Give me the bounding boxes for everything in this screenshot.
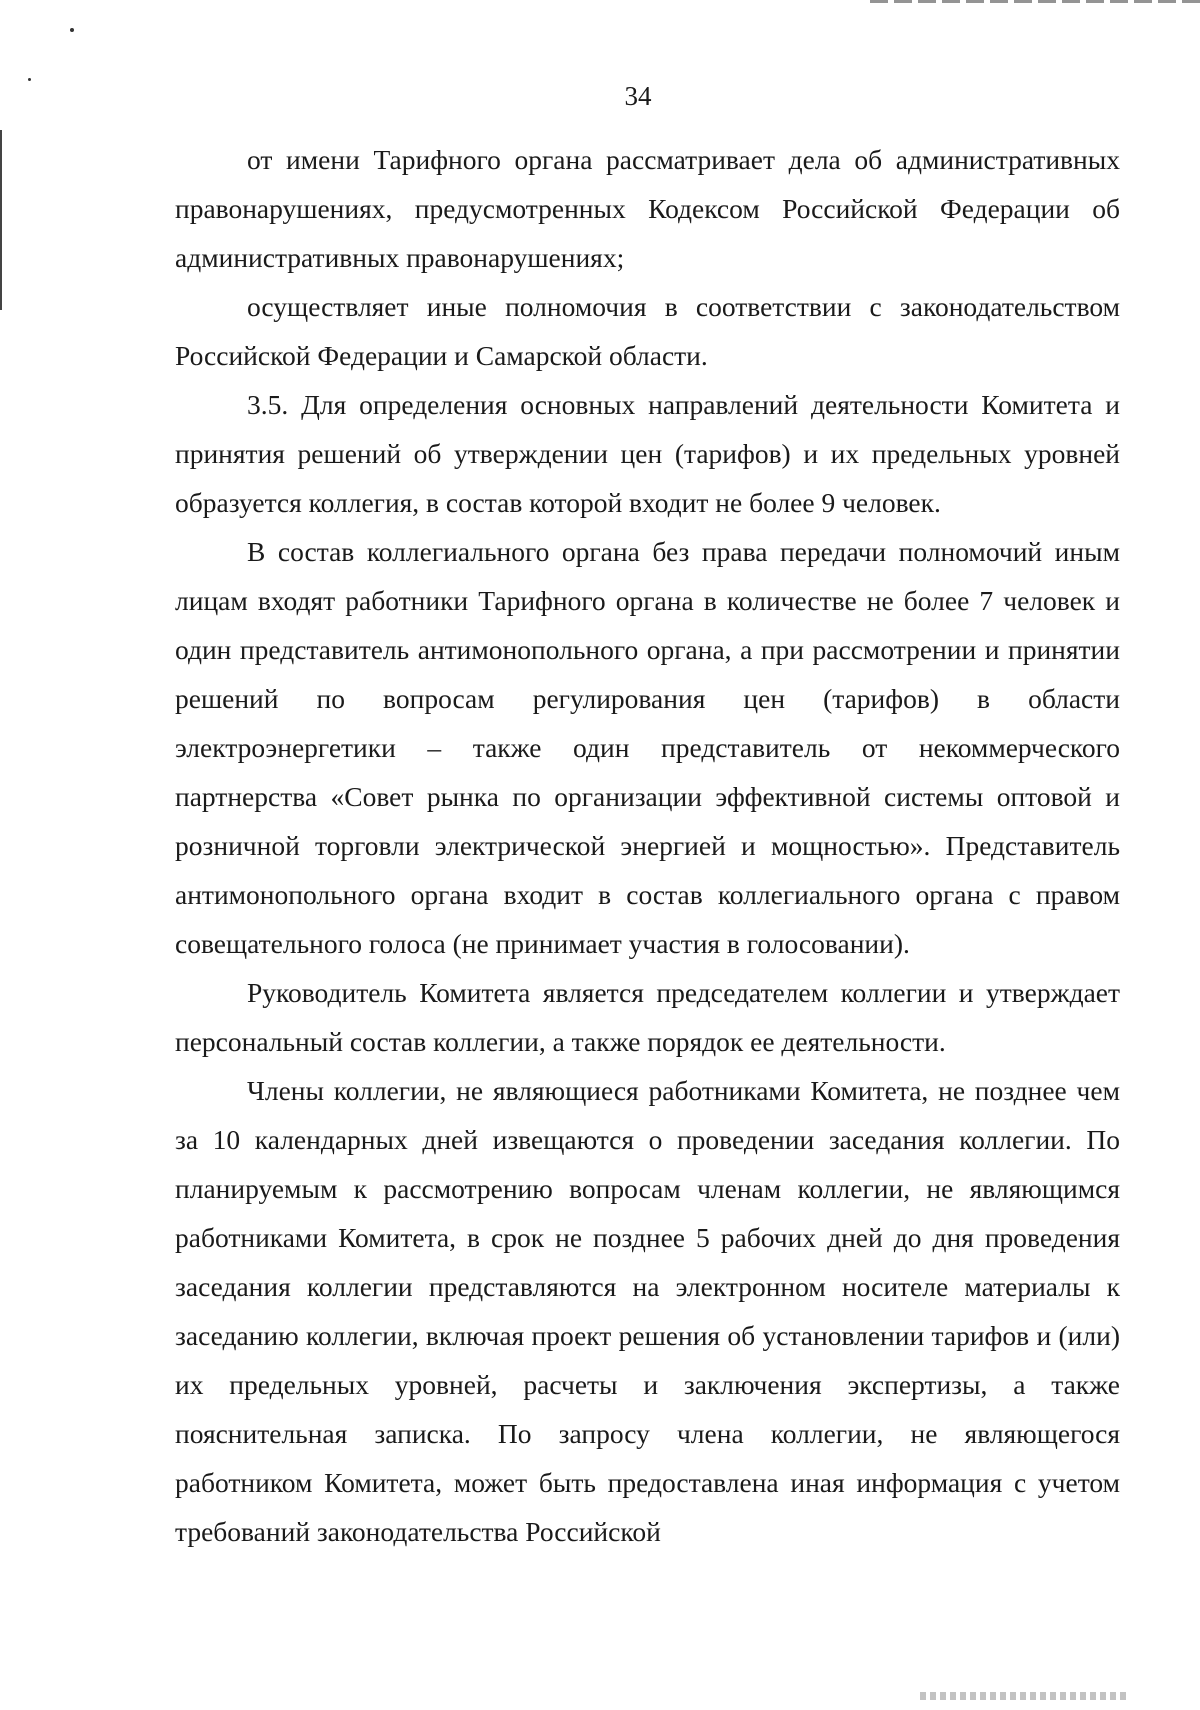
paragraph: от имени Тарифного органа рассматривает дела об административных правонарушениях, предусмотренных Кодексом Российской Федерации об административных правонарушениях;: [175, 144, 1120, 273]
paragraph: Руководитель Комитета является председателем коллегии и утверждает персональный состав коллегии, а также порядок ее деятельности.: [175, 977, 1120, 1057]
scan-artifact-top: [870, 0, 1200, 3]
scan-artifact-bottom: [920, 1692, 1130, 1700]
scan-artifact-dot: [70, 28, 74, 32]
paragraph: Члены коллегии, не являющиеся работниками Комитета, не позднее чем за 10 календарных дней извещаются о проведении заседания коллегии. По планируемым к рассмотрению вопросам членам коллегии, не являющимся работниками Комитета, в срок не позднее 5 рабочих дней до дня проведения заседания коллегии представляются на электронном носителе материалы к заседанию коллегии, включая проект решения об установлении тарифов и (или) их предельных уровней, расчеты и заключения экспертизы, а также пояснительная записка. По запросу члена коллегии, не являющегося работником Комитета, может быть предоставлена иная информация с учетом требований законодательства Российской: [175, 1075, 1120, 1547]
paragraph: В состав коллегиального органа без права передачи полномочий иным лицам входят работники Тарифного органа в количестве не более 7 человек и один представитель антимонопольного органа, а при рассмотрении и принятии решений по вопросам регулирования цен (тарифов) в области электроэнергетики – также один представитель от некоммерческого партнерства «Совет рынка по организации эффективной системы оптовой и розничной торговли электрической энергией и мощностью». Представитель антимонопольного органа входит в состав коллегиального органа с правом совещательного голоса (не принимает участия в голосовании).: [175, 536, 1120, 959]
paragraph: 3.5. Для определения основных направлений деятельности Комитета и принятия решений об утверждении цен (тарифов) и их предельных уровней образуется коллегия, в состав которой входит не более 9 человек.: [175, 389, 1120, 518]
scan-artifact-dot: [28, 78, 31, 81]
paragraph: осуществляет иные полномочия в соответствии с законодательством Российской Федерации и Самарской области.: [175, 291, 1120, 371]
page-number: 34: [624, 81, 652, 111]
document-body: [175, 135, 1120, 1556]
scan-artifact-left-edge: [0, 130, 2, 310]
